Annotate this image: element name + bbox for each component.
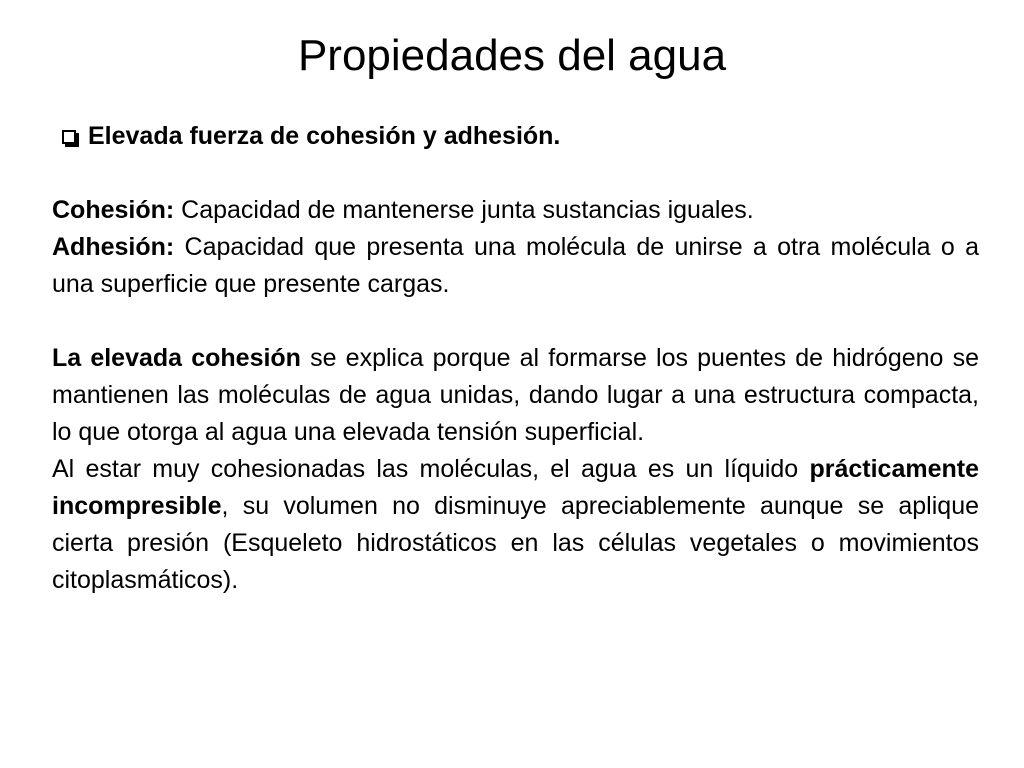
cohesion-lead: La elevada cohesión [52, 344, 301, 372]
page-title: Propiedades del agua [297, 31, 727, 80]
checkbox-bullet-icon [62, 130, 76, 144]
cohesion-explanation-paragraph [52, 340, 979, 451]
bullet-heading [62, 118, 979, 155]
adhesion-text: Capacidad que presenta una molécula de unirse a otra molécula o a una superficie que presente cargas. [52, 233, 979, 298]
cohesion-explanation-text: se explica porque al formarse los puentes de hidrógeno se mantienen las moléculas de agua unidas, dando lugar a una estructura compacta, lo que otorga al agua una elevada tensión superficial. [52, 344, 979, 446]
cohesion-text: Capacidad de mantenerse junta sustancias iguales. [174, 196, 754, 224]
spacer [52, 303, 979, 340]
incompressibility-text-a: Al estar muy cohesionadas las moléculas, el agua es un líquido [52, 455, 810, 483]
adhesion-definition [52, 229, 979, 303]
adhesion-term: Adhesión: [52, 233, 175, 261]
slide-content [52, 118, 979, 599]
spacer [52, 155, 979, 192]
cohesion-definition [52, 192, 979, 229]
bullet-heading-text: Elevada fuerza de cohesión y adhesión. [88, 122, 561, 150]
incompressibility-bold: prácticamente incompresible [52, 455, 979, 520]
incompressibility-paragraph [52, 451, 979, 599]
incompressibility-text-b: , su volumen no disminuye apreciablemente aunque se aplique cierta presión (Esqueleto hidrostáticos en las células vegetales o movimientos citoplasmáticos). [52, 492, 979, 594]
cohesion-term: Cohesión: [52, 196, 175, 224]
